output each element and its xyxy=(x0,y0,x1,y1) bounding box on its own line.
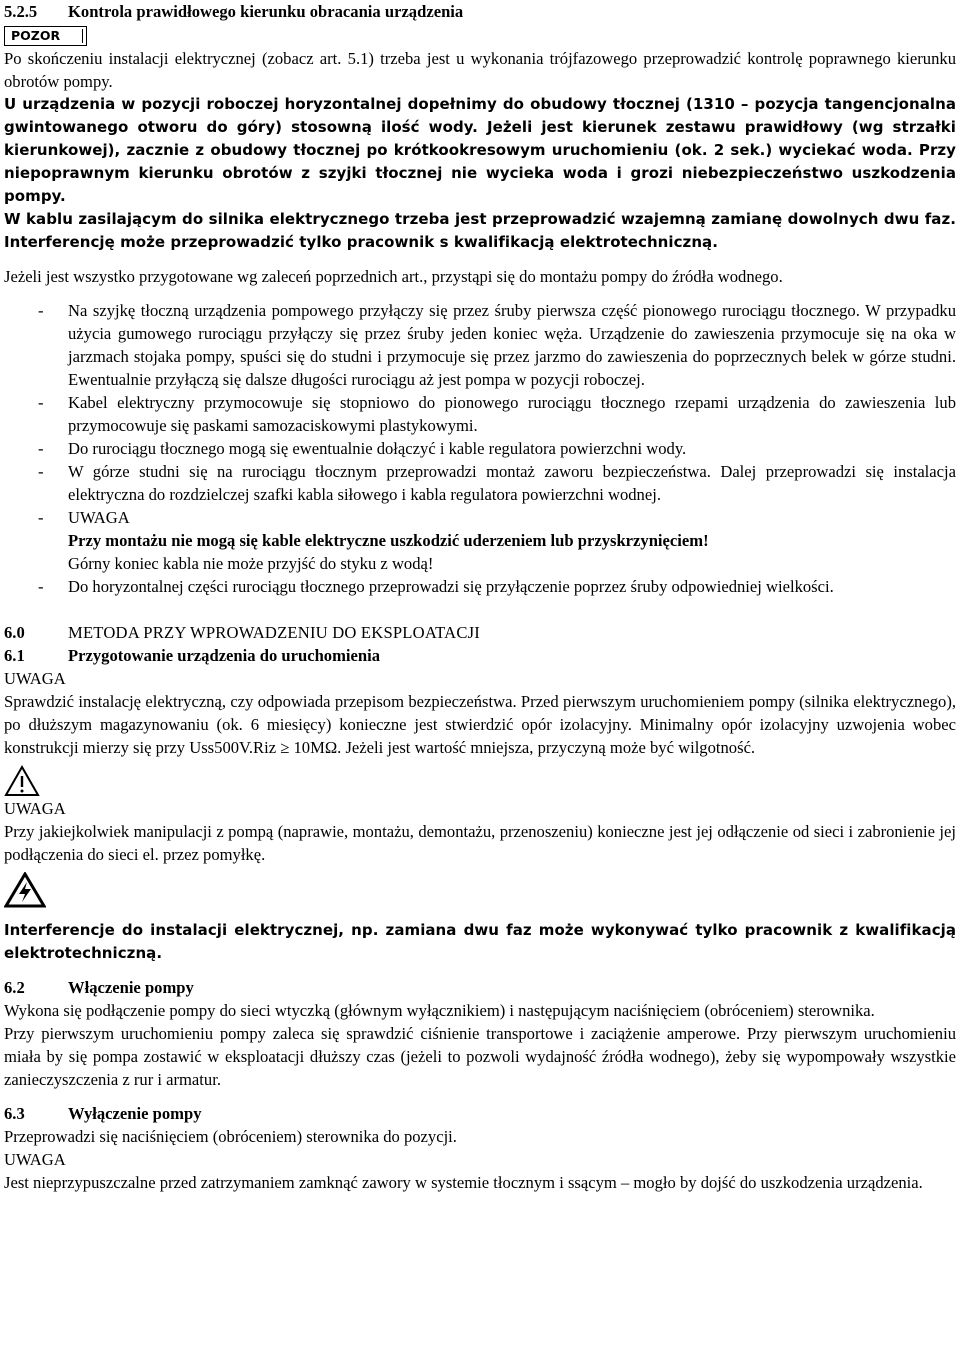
section-title: Przygotowanie urządzenia do uruchomienia xyxy=(68,646,381,665)
list-warning-heading: UWAGA xyxy=(68,508,130,527)
list-item-text: Kabel elektryczny przymocowuje się stopniowo do pionowego rurociągu tłocznego rzepami urządzenia do zawieszenia lub przymocowuje się paskami samozaciskowymi plastykowymi. xyxy=(68,393,956,435)
uwaga-label: UWAGA xyxy=(4,1150,66,1169)
section-heading-6-1 xyxy=(4,644,956,667)
section-title: Włączenie pompy xyxy=(68,978,194,997)
mounting-steps-list xyxy=(4,299,956,598)
list-dash: - xyxy=(38,577,44,596)
section-number: 6.3 xyxy=(4,1104,25,1123)
paragraph-valve-warning: Jest nieprzypuszczalne przed zatrzymaniem zamknąć zawory w systemie tłocznym i ssącym – mogło by dojść do uszkodzenia urządzenia. xyxy=(4,1173,923,1192)
list-dash: - xyxy=(38,462,44,481)
paragraph-direction-check: U urządzenia w pozycji roboczej horyzontalnej dopełnimy do obudowy tłocznej (1310 – pozycja tangencjonalna gwintowanego otworu do góry) stosowną ilość wody. Jeżeli jest kierunek zestawu prawidłowy (wg strzałki kierunkowej), zacznie z obudowy tłocznej po krótkookresowym uruchomieniu (ok. 2 sek.) wyciekać woda. Przy niepoprawnym kierunku obrotów z szyjki tłocznej nie wycieka woda i grozi niebezpieczeństwo uszkodzenia pompy. xyxy=(4,95,956,205)
list-dash: - xyxy=(38,508,44,527)
list-item-warning xyxy=(4,506,956,575)
warning-triangle-icon xyxy=(4,765,40,797)
list-item-text: Do rurociągu tłocznego mogą się ewentualnie dołączyć i kable regulatora powierzchni wody. xyxy=(68,439,687,458)
paragraph-mounting-intro: Jeżeli jest wszystko przygotowane wg zaleceń poprzednich art., przystąpi się do montażu pompy do źródła wodnego. xyxy=(4,267,783,286)
section-number: 6.1 xyxy=(4,646,25,665)
pozor-label: POZOR xyxy=(4,26,87,46)
paragraph-first-run: Przy pierwszym uruchomieniu pompy zaleca się sprawdzić ciśnienie transportowe i zaciążenie amperowe. Przy pierwszym uruchomieniu miała by się pompa zostawić w eksploatacji dłuższy czas (jeżeli to pozwoli wydajność źródła wodnego), żeby się wypompowały wszystkie zanieczyszczenia z rur i armatur. xyxy=(4,1024,956,1089)
list-item-text: W górze studni się na rurociągu tłocznym przeprowadzi montaż zaworu bezpieczeństwa. Dalej przeprowadzi się instalacja elektryczna do rozdzielczej szafki kabla siłowego i kabla regulatora powierzchni wodnej. xyxy=(68,462,956,504)
section-number: 6.2 xyxy=(4,978,25,997)
paragraph-phase-swap: W kablu zasilającym do silnika elektrycznego trzeba jest przeprowadzić wzajemną zamianę dowolnych dwu faz. Interferencję może przeprowadzić tylko pracownik s kwalifikacją elektrotechniczną. xyxy=(4,210,956,251)
section-title: METODA PRZY WPROWADZENIU DO EKSPLOATACJI xyxy=(68,623,480,642)
section-heading-5-2-5 xyxy=(4,0,956,23)
list-dash: - xyxy=(38,393,44,412)
paragraph-interference-warning: Interferencje do instalacji elektrycznej, np. zamiana dwu faz może wykonywać tylko pracownik z kwalifikacją elektrotechniczną. xyxy=(4,921,956,962)
paragraph-after-installation: Po skończeniu instalacji elektrycznej (zobacz art. 5.1) trzeba jest u wykonania trójfazowego przeprowadzić kontrolę poprawnego kierunku obrotów pompy. xyxy=(4,49,956,91)
list-item-text: Do horyzontalnej części rurociągu tłocznego przeprowadzi się przyłączenie poprzez śruby odpowiedniej wielkości. xyxy=(68,577,834,596)
list-dash: - xyxy=(38,439,44,458)
paragraph-insulation-check: Sprawdzić instalację elektryczną, czy odpowiada przepisom bezpieczeństwa. Przed pierwszym uruchomieniem pompy (silnika elektrycznego), po dłuższym magazynowaniu (ok. 6 miesięcy) konieczne jest stwierdzić opór izolacyjny. Minimalny opór izolacyjny uzwojenia wobec konstrukcji mierzy się przy Uss500V.Riz ≥ 10MΩ. Jeżeli jest wartość mniejsza, przyczyną może być wilgotność. xyxy=(4,692,956,757)
electric-hazard-icon xyxy=(4,872,46,908)
section-heading-6-2 xyxy=(4,976,956,999)
list-warning-text: Górny koniec kabla nie może przyjść do styku z wodą! xyxy=(68,554,434,573)
list-item xyxy=(4,460,956,506)
uwaga-label: UWAGA xyxy=(4,669,66,688)
section-heading-6-0 xyxy=(4,621,956,644)
paragraph-switch-off: Przeprowadzi się naciśnięciem (obróceniem) sterownika do pozycji. xyxy=(4,1127,457,1146)
section-title: Kontrola prawidłowego kierunku obracania urządzenia xyxy=(68,2,464,21)
pozor-label-box xyxy=(4,23,956,47)
paragraph-switch-on: Wykona się podłączenie pompy do sieci wtyczką (głównym wyłącznikiem) i następującym naciśnięciem (obróceniem) sterownika. xyxy=(4,1001,875,1020)
list-item-text: Na szyjkę tłoczną urządzenia pompowego przyłączy się przez śruby pierwsza część pionowego rurociągu tłocznego. W przypadku użycia gumowego rurociągu przyłączy się przez śruby jeden koniec węża. Urządzenie do zawieszenia przymocuje się na oka w jarzmach stojaka pompy, spuści się do studni i przymocuje się przez jarzmo do zawieszenia do poprzecznych belek w górze studni. Ewentualnie przyłączą się dalsze długości rurociągu aż jest pompa w pozycji roboczej. xyxy=(68,301,956,389)
list-warning-bold: Przy montażu nie mogą się kable elektryczne uszkodzić uderzeniem lub przyskrzynięciem! xyxy=(68,531,709,550)
list-item xyxy=(4,299,956,391)
list-item xyxy=(4,575,956,598)
list-dash: - xyxy=(38,301,44,320)
section-heading-6-3 xyxy=(4,1102,956,1125)
section-title: Wyłączenie pompy xyxy=(68,1104,202,1123)
section-number: 5.2.5 xyxy=(4,2,38,21)
list-item xyxy=(4,437,956,460)
list-item xyxy=(4,391,956,437)
section-number: 6.0 xyxy=(4,623,25,642)
paragraph-disconnect-warning: Przy jakiejkolwiek manipulacji z pompą (naprawie, montażu, demontażu, przenoszeniu) konieczne jest jej odłączenie od sieci i zabronienie jej podłączenia do sieci el. przez pomyłkę. xyxy=(4,822,956,864)
uwaga-label: UWAGA xyxy=(4,799,66,818)
